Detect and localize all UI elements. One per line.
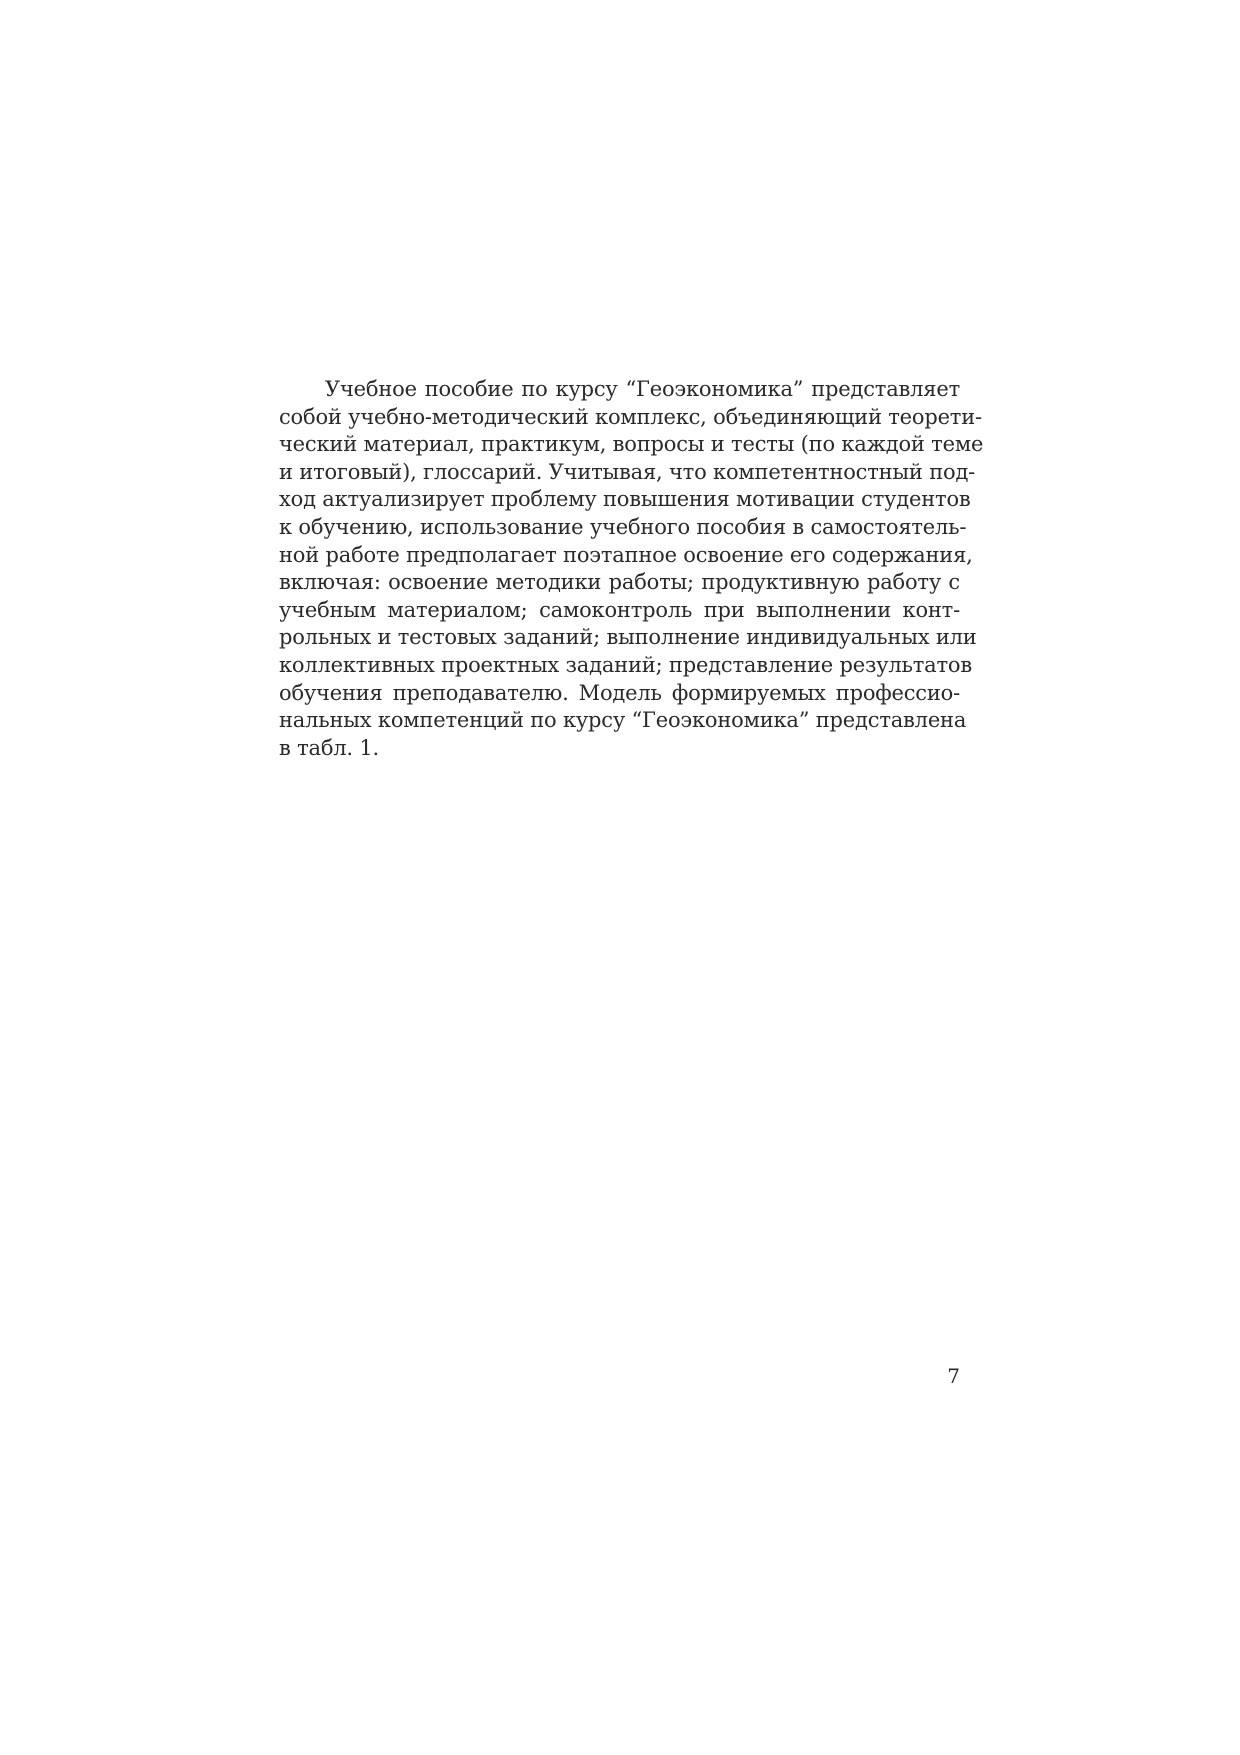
paragraph-line: ческий материал, практикум, вопросы и тесты (по каждой теме xyxy=(279,432,984,457)
page-number: 7 xyxy=(947,1364,960,1388)
paragraph-line: Учебное пособие по курсу “Геоэкономика” представляет xyxy=(325,377,960,401)
paragraph-line: в табл. 1. xyxy=(279,735,380,760)
paragraph-line: ход актуализирует проблему повышения мотивации студентов xyxy=(279,487,971,512)
paragraph-line: включая: освоение методики работы; продуктивную работу с xyxy=(279,570,960,595)
paragraph-line: собой учебно-методический комплекс, объединяющий теорети- xyxy=(279,404,982,429)
paragraph-line: ной работе предполагает поэтапное освоение его содержания, xyxy=(279,542,973,567)
paragraph-line: нальных компетенций по курсу “Геоэкономика” представлена xyxy=(279,708,967,733)
paragraph-line: учебным материалом; самоконтроль при выполнении конт- xyxy=(279,597,960,622)
paragraph-line: обучения преподавателю. Модель формируемых профессио- xyxy=(279,680,960,705)
paragraph-line: рольных и тестовых заданий; выполнение индивидуальных или xyxy=(279,625,977,650)
paragraph-line: коллективных проектных заданий; представление результатов xyxy=(279,652,972,677)
body-paragraph xyxy=(279,376,984,762)
paragraph-line: и итоговый), глоссарий. Учитывая, что компетентностный под- xyxy=(279,459,976,484)
paragraph-line: к обучению, использование учебного пособия в самостоятель- xyxy=(279,514,967,539)
